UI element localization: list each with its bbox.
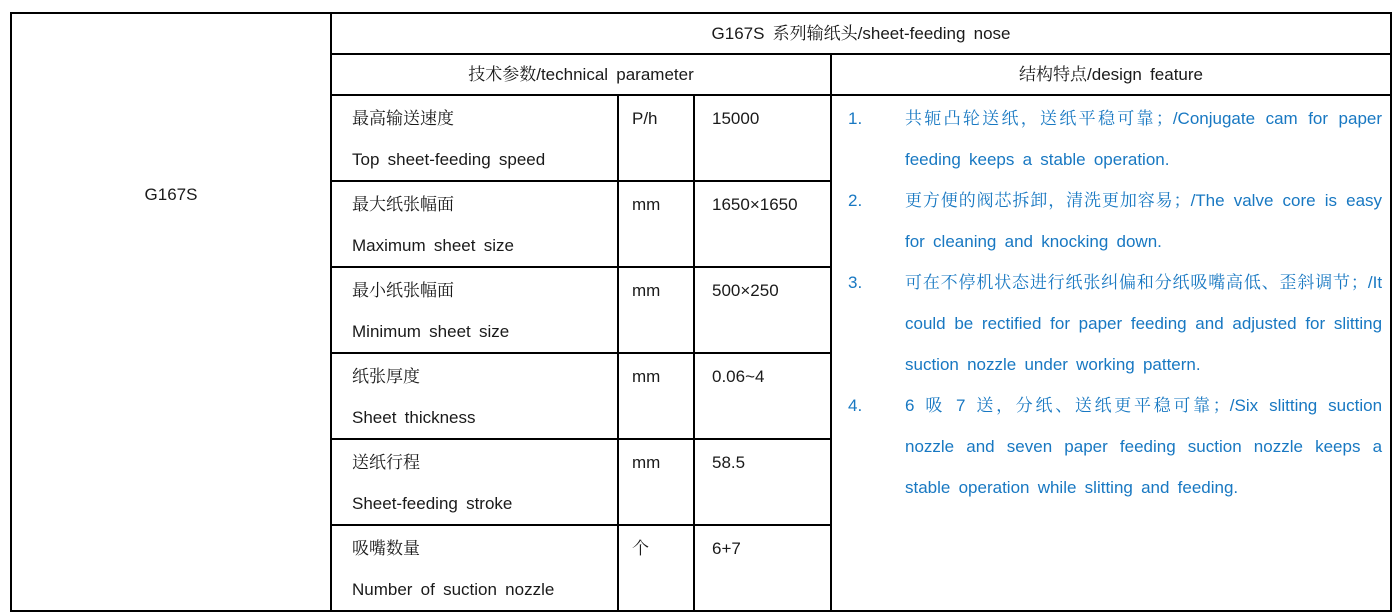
feature-item <box>848 385 1382 508</box>
technical-parameter-header: 技术参数/technical parameter <box>331 54 831 95</box>
parameter-name-zh: 最小纸张幅面 <box>352 281 454 300</box>
parameter-unit-cell: mm <box>618 353 694 439</box>
parameter-unit-cell: mm <box>618 267 694 353</box>
parameter-name-en: Number of suction nozzle <box>352 580 555 599</box>
feature-text: 更方便的阀芯拆卸，清洗更加容易；/The valve core is easy for cleaning and knocking down. <box>905 191 1383 251</box>
feature-item <box>848 262 1382 385</box>
parameter-unit-cell: P/h <box>618 95 694 181</box>
parameter-name-cell <box>331 353 618 439</box>
parameter-name-en: Sheet thickness <box>352 408 476 427</box>
parameter-name-cell <box>331 95 618 181</box>
parameter-value-cell: 58.5 <box>694 439 831 525</box>
parameter-name-en: Sheet-feeding stroke <box>352 494 513 513</box>
parameter-value-cell: 1650×1650 <box>694 181 831 267</box>
parameter-value-cell: 15000 <box>694 95 831 181</box>
parameter-value-cell: 0.06~4 <box>694 353 831 439</box>
feature-text: 6 吸 7 送，分纸、送纸更平稳可靠；/Six slitting suction nozzle and seven paper feeding suction nozzle keeps a stable operation while slitting and feeding. <box>905 396 1383 497</box>
feature-item <box>848 180 1382 262</box>
parameter-name-zh: 吸嘴数量 <box>352 539 420 558</box>
parameter-unit-cell: 个 <box>618 525 694 611</box>
parameter-unit-cell: mm <box>618 181 694 267</box>
table-title: G167S 系列输纸头/sheet-feeding nose <box>331 13 1391 54</box>
title-row <box>11 13 1391 54</box>
parameter-name-cell <box>331 439 618 525</box>
feature-number: 3. <box>848 273 863 292</box>
design-feature-header: 结构特点/design feature <box>831 54 1391 95</box>
spec-table <box>10 12 1392 612</box>
model-label: G167S <box>144 185 198 204</box>
feature-number: 2. <box>848 191 863 210</box>
parameter-name-zh: 送纸行程 <box>352 453 420 472</box>
feature-number: 4. <box>848 396 863 415</box>
feature-text: 共轭凸轮送纸，送纸平稳可靠；/Conjugate cam for paper feeding keeps a stable operation. <box>905 109 1383 169</box>
design-features-cell <box>831 95 1391 611</box>
parameter-name-cell <box>331 525 618 611</box>
parameter-name-cell <box>331 267 618 353</box>
parameter-value-cell: 6+7 <box>694 525 831 611</box>
parameter-name-zh: 最大纸张幅面 <box>352 195 454 214</box>
parameter-value-cell: 500×250 <box>694 267 831 353</box>
parameter-name-en: Minimum sheet size <box>352 322 510 341</box>
parameter-name-zh: 最高输送速度 <box>352 109 454 128</box>
parameter-name-en: Maximum sheet size <box>352 236 514 255</box>
parameter-name-cell <box>331 181 618 267</box>
feature-number: 1. <box>848 109 863 128</box>
spec-sheet <box>10 12 1392 612</box>
parameter-name-en: Top sheet-feeding speed <box>352 150 546 169</box>
model-cell <box>11 13 331 611</box>
parameter-unit-cell: mm <box>618 439 694 525</box>
parameter-name-zh: 纸张厚度 <box>352 367 420 386</box>
feature-text: 可在不停机状态进行纸张纠偏和分纸吸嘴高低、歪斜调节；/It could be rectified for paper feeding and adjusted for slitting suction nozzle under working pattern. <box>905 273 1383 374</box>
feature-item <box>848 98 1382 180</box>
